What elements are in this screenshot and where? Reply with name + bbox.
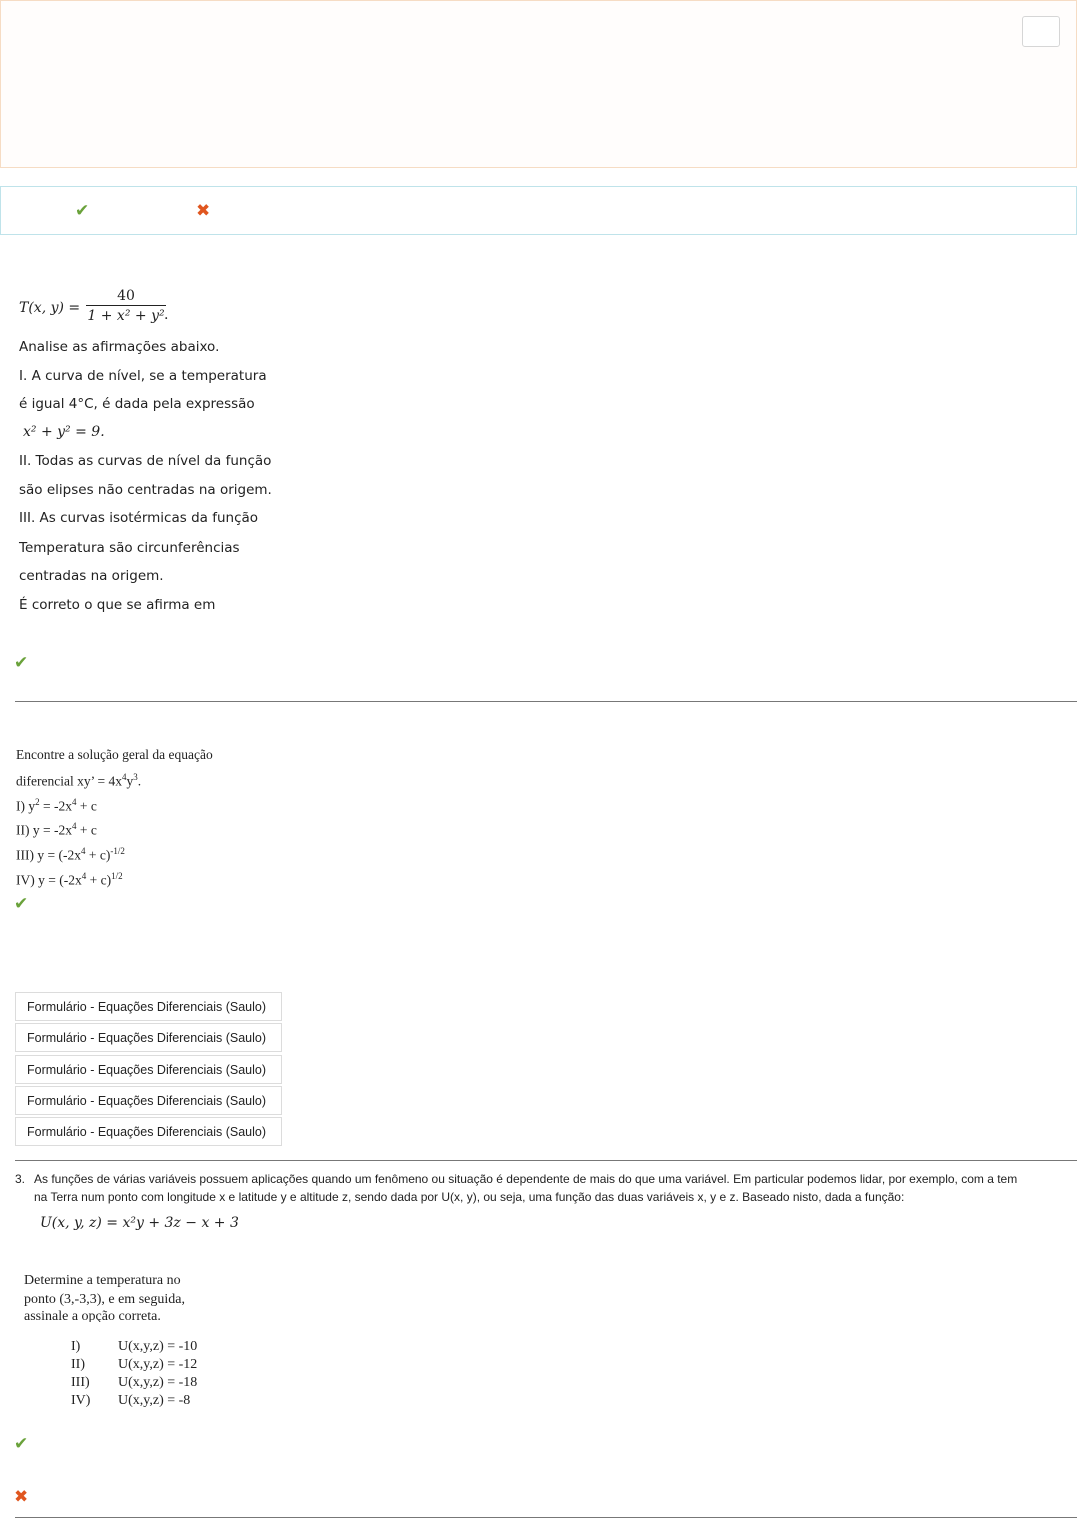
correct-check-icon: ✔ <box>75 201 90 221</box>
q2-correct-check-icon: ✔ <box>14 894 29 914</box>
incorrect-cross-icon: ✖ <box>196 201 211 221</box>
q1-formula-denominator: 1 + x² + y² <box>87 308 165 324</box>
formulario-link[interactable]: Formulário - Equações Diferenciais (Saulo) <box>15 1023 282 1052</box>
q3-option-text: U(x,y,z) = -8 <box>118 1393 191 1408</box>
q2-option: IV) $y = (-2x^4 + c)^{1/2}$ <box>16 871 123 888</box>
q3-option-text: U(x,y,z) = -12 <box>118 1357 198 1372</box>
formulario-link[interactable]: Formulário - Equações Diferenciais (Saulo) <box>15 1055 282 1084</box>
q1-formula-end: . <box>164 307 169 323</box>
q3-option-num: III) <box>71 1375 90 1390</box>
q1-line: III. As curvas isotérmicas da função <box>19 510 259 526</box>
q3-body: Determine a temperatura no <box>24 1273 181 1288</box>
q3-option-num: I) <box>71 1339 81 1354</box>
q1-line: são elipses não centradas na origem. <box>19 482 272 498</box>
q1-line: Analise as afirmações abaixo. <box>19 339 220 355</box>
q3-option-text: U(x,y,z) = -10 <box>118 1339 198 1354</box>
q2-line: Encontre a solução geral da equação <box>16 747 213 762</box>
q3-body: assinale a opção correta. <box>24 1309 161 1322</box>
q1-formula-numerator: 40 <box>117 288 135 304</box>
formulario-link[interactable]: Formulário - Equações Diferenciais (Saulo) <box>15 992 282 1021</box>
q1-equation: x² + y² = 9. <box>23 424 105 440</box>
q1-line: é igual 4°C, é dada pela expressão <box>19 396 255 412</box>
q1-line: É correto o que se afirma em <box>19 597 216 613</box>
q2-option: II) $y = -2x^4 + c$ <box>16 821 97 838</box>
q3-text: As funções de várias variáveis possuem aplicações quando um fenômeno ou situação é dependente de mais do que uma variável. Em particular podemos lidar, por exemplo, com a tem <box>34 1172 1018 1186</box>
header-panel <box>0 0 1077 168</box>
q1-correct-check-icon: ✔ <box>14 653 29 673</box>
formulario-link[interactable]: Formulário - Equações Diferenciais (Saulo) <box>15 1117 282 1146</box>
q2-option: I) $y^2 = -2x^4 + c$ <box>16 797 97 814</box>
q1-line: Temperatura são circunferências <box>19 540 240 556</box>
q3-option-text: U(x,y,z) = -18 <box>118 1375 198 1390</box>
q3-option-num: II) <box>71 1357 85 1372</box>
q1-line: centradas na origem. <box>19 568 164 584</box>
q1-line: I. A curva de nível, se a temperatura <box>19 368 267 384</box>
q3-incorrect-cross-icon: ✖ <box>14 1487 29 1507</box>
legend-bar <box>0 186 1077 235</box>
q1-line: II. Todas as curvas de nível da função <box>19 453 272 469</box>
q2-line: diferencial xy’ = $4x^4y^3$. <box>16 772 142 789</box>
q3-text: na Terra num ponto com longitude x e latitude y e altitude z, sendo dada por U(x, y), ou seja, uma função das duas variáveis x, y e z. Baseado nisto, dada a função: <box>34 1190 905 1204</box>
divider <box>15 1160 1077 1161</box>
q3-option-num: IV) <box>71 1393 91 1408</box>
q2-option: III) $y = (-2x^4 + c)^{-1/2}$ <box>16 846 125 863</box>
q3-correct-check-icon: ✔ <box>14 1434 29 1454</box>
formulario-link[interactable]: Formulário - Equações Diferenciais (Saulo) <box>15 1086 282 1115</box>
q1-formula-lhs: T(x, y) = <box>19 300 81 316</box>
q1-formula-fraction <box>86 288 169 324</box>
close-box-button[interactable] <box>1022 16 1060 47</box>
q3-number: 3. <box>15 1172 26 1186</box>
q3-formula: U(x, y, z) = x²y + 3z − x + 3 <box>40 1215 239 1231</box>
divider <box>15 701 1077 702</box>
q3-body: ponto (3,-3,3), e em seguida, <box>24 1292 185 1307</box>
